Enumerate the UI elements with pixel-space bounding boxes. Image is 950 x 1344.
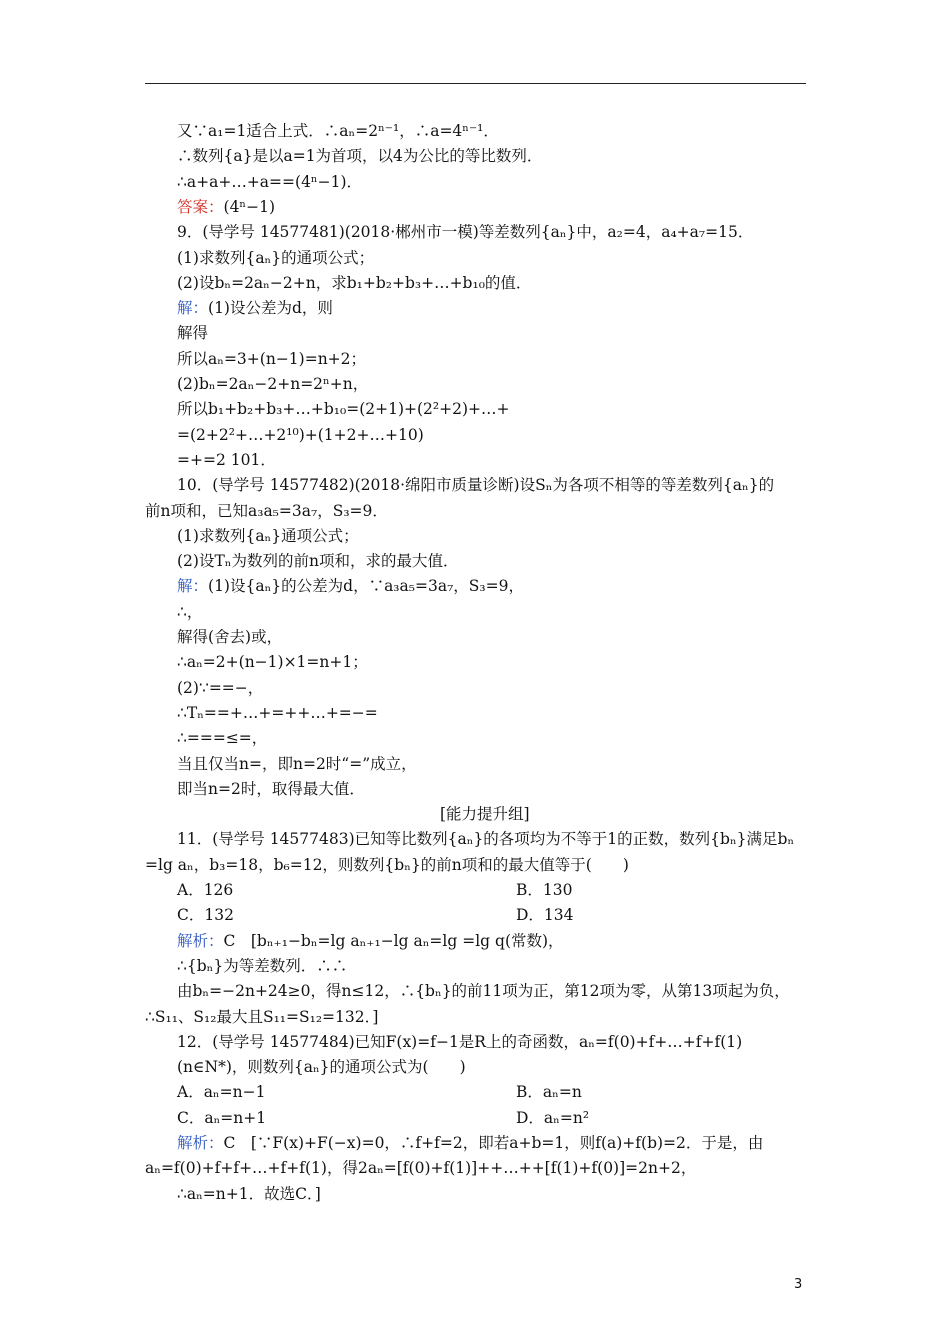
solution-line bbox=[177, 931, 564, 951]
problem-statement: 12．(导学号 14577484)已知F(x)=f−1是R上的奇函数，aₙ=f(0)+f+…+f+f(1) bbox=[177, 1033, 743, 1051]
text-line: ∴Tₙ==+…+=++…+=−= bbox=[177, 704, 378, 722]
option-left: A．126 bbox=[177, 881, 234, 899]
text-line: =lg aₙ，b₃=18，b₆=12，则数列{bₙ}的前n项和的最大值等于( ) bbox=[145, 856, 629, 874]
solution-text: C [∵F(x)+F(−x)=0，∴f+f=2，即若a+b=1，则f(a)+f(b)=2．于是，由 bbox=[223, 1134, 764, 1152]
text-line: (2)bₙ=2aₙ−2+n=2ⁿ+n， bbox=[177, 375, 369, 393]
text-line: 又∵a₁=1适合上式．∴aₙ=2ⁿ⁻¹，∴a=4ⁿ⁻¹． bbox=[177, 122, 499, 140]
solution-text: C [bₙ₊₁−bₙ=lg aₙ₊₁−lg aₙ=lg =lg q(常数)， bbox=[223, 932, 564, 950]
header-rule bbox=[145, 83, 806, 84]
solution-text: (4ⁿ−1) bbox=[223, 198, 276, 216]
page-number: 3 bbox=[794, 1277, 803, 1292]
option-left: A．aₙ=n−1 bbox=[177, 1083, 266, 1101]
text-line: (n∈N*)，则数列{aₙ}的通项公式为( ) bbox=[177, 1058, 466, 1076]
text-line: ∴{bₙ}为等差数列．∴∴ bbox=[177, 957, 348, 975]
text-line: ∴， bbox=[177, 603, 203, 621]
solution-label: 解： bbox=[177, 577, 209, 595]
solution-label: 答案： bbox=[177, 198, 224, 216]
text-line: =(2+2²+…+2¹⁰)+(1+2+…+10) bbox=[177, 426, 424, 444]
option-right: B．130 bbox=[516, 881, 573, 899]
text-line: aₙ=f(0)+f+f+…+f+f(1)，得2aₙ=[f(0)+f(1)]++…++[f(1)+f(0)]=2n+2， bbox=[145, 1159, 697, 1177]
text-line: (2)设Tₙ为数列的前n项和，求的最大值． bbox=[177, 552, 459, 570]
text-line: 所以aₙ=3+(n−1)=n+2； bbox=[177, 350, 367, 368]
text-line: 前n项和，已知a₃a₅=3a₇，S₃=9． bbox=[145, 502, 388, 520]
text-line: (2)∵==−， bbox=[177, 679, 264, 697]
text-line: =+=2 101． bbox=[177, 451, 276, 469]
text-line: 所以b₁+b₂+b₃+…+b₁₀=(2+1)+(2²+2)+…+ bbox=[177, 400, 510, 418]
solution-label: 解析： bbox=[177, 1134, 224, 1152]
solution-line bbox=[177, 1133, 763, 1153]
text-line: 当且仅当n=，即n=2时“=”成立， bbox=[177, 755, 417, 773]
text-line: (1)求数列{aₙ}通项公式； bbox=[177, 527, 359, 545]
text-line: (2)设bₙ=2aₙ−2+n，求b₁+b₂+b₃+…+b₁₀的值． bbox=[177, 274, 532, 292]
problem-statement: 11．(导学号 14577483)已知等比数列{aₙ}的各项均为不等于1的正数，数列{bₙ}满足bₙ bbox=[177, 830, 795, 848]
text-line: ∴S₁₁、S₁₂最大且S₁₁=S₁₂=132．] bbox=[145, 1008, 379, 1026]
solution-text: (1)设公差为d，则 bbox=[208, 299, 333, 317]
solution-line bbox=[177, 576, 524, 596]
option-left: C．132 bbox=[177, 906, 234, 924]
solution-label: 解析： bbox=[177, 932, 224, 950]
text-line: 由bₙ=−2n+24≥0，得n≤12，∴{bₙ}的前11项为正，第12项为零，从第13项起为负， bbox=[177, 982, 790, 1000]
text-line: ∴aₙ=2+(n−1)×1=n+1； bbox=[177, 653, 368, 671]
solution-line bbox=[177, 197, 275, 217]
solution-label: 解： bbox=[177, 299, 209, 317]
section-heading: [能力提升组] bbox=[440, 805, 530, 823]
text-line: (1)求数列{aₙ}的通项公式； bbox=[177, 249, 375, 267]
option-right: B．aₙ=n bbox=[516, 1083, 582, 1101]
text-line: ∴a+a+…+a==(4ⁿ−1)． bbox=[177, 173, 363, 191]
problem-statement: 9．(导学号 14577481)(2018·郴州市一模)等差数列{aₙ}中，a₂=4，a₄+a₇=15． bbox=[177, 223, 754, 241]
option-right: D．aₙ=n² bbox=[516, 1109, 590, 1127]
text-line: 即当n=2时，取得最大值． bbox=[177, 780, 365, 798]
text-line: 解得 bbox=[177, 324, 209, 342]
text-line: 解得(舍去)或， bbox=[177, 628, 283, 646]
solution-line bbox=[177, 298, 333, 318]
problem-statement: 10．(导学号 14577482)(2018·绵阳市质量诊断)设Sₙ为各项不相等的等差数列{aₙ}的 bbox=[177, 476, 775, 494]
text-line: ∴数列{a}是以a=1为首项，以4为公比的等比数列． bbox=[177, 147, 543, 165]
option-left: C．aₙ=n+1 bbox=[177, 1109, 267, 1127]
text-line: ∴===≤=， bbox=[177, 729, 268, 747]
solution-text: (1)设{aₙ}的公差为d，∵a₃a₅=3a₇，S₃=9， bbox=[208, 577, 524, 595]
text-line: ∴aₙ=n+1．故选C．] bbox=[177, 1185, 321, 1203]
option-right: D．134 bbox=[516, 906, 574, 924]
